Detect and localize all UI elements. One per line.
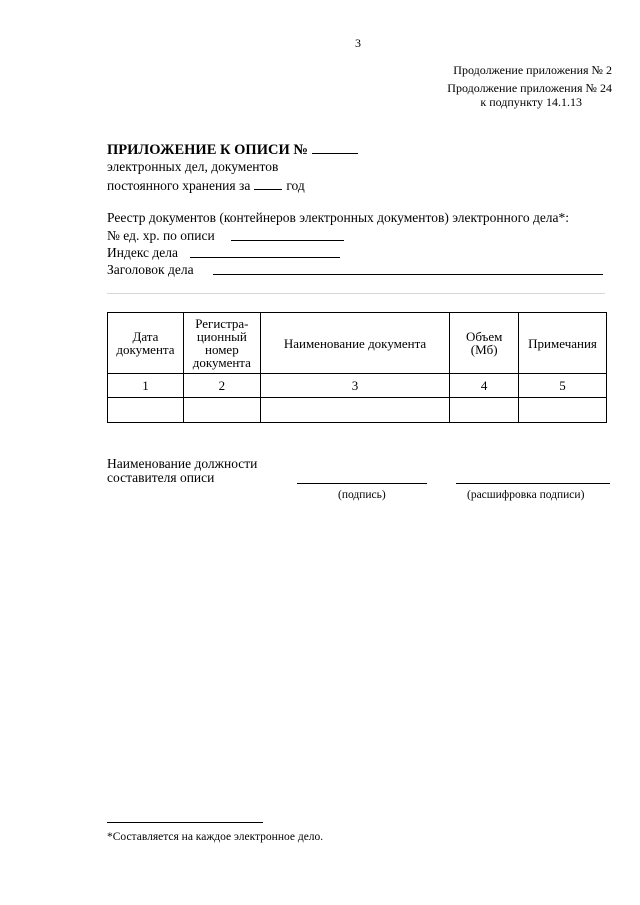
- header-reg-number: Регистра- ционный номер документа: [183, 313, 260, 374]
- document-title: [107, 141, 358, 159]
- table-cell: [108, 398, 184, 423]
- case-index-blank: [190, 257, 340, 258]
- col-number-3: 3: [260, 374, 449, 398]
- table-number-row: [108, 374, 607, 398]
- footnote-separator: [107, 822, 263, 823]
- header-line-3: к подпункту 14.1.13: [480, 95, 582, 109]
- col-number-4: 4: [450, 374, 519, 398]
- case-title-blank: [213, 274, 603, 275]
- col-number-5: 5: [519, 374, 607, 398]
- col-number-2: 2: [183, 374, 260, 398]
- title-line-2-after: год: [286, 178, 305, 193]
- title-heading: ПРИЛОЖЕНИЕ К ОПИСИ №: [107, 142, 308, 158]
- decoding-line: [456, 483, 610, 484]
- table-header-row: [108, 313, 607, 374]
- case-title-field: Заголовок дела: [107, 262, 194, 277]
- table-cell: [450, 398, 519, 423]
- case-index-field: Индекс дела: [107, 245, 179, 260]
- header-doc-name: Наименование документа: [260, 313, 449, 374]
- header-line-1: Продолжение приложения № 2: [453, 63, 612, 77]
- registry-table: [107, 312, 607, 423]
- signature-line: [297, 483, 427, 484]
- header-line-2: Продолжение приложения № 24: [447, 81, 612, 95]
- header-volume: Объем (Мб): [450, 313, 519, 374]
- page-number: 3: [355, 36, 361, 50]
- title-line-1: электронных дел, документов: [107, 159, 279, 174]
- footnote-mark: *:: [558, 210, 570, 225]
- registry-heading: [107, 210, 569, 226]
- col-number-1: 1: [108, 374, 184, 398]
- table-cell: [183, 398, 260, 423]
- unit-number-field: № ед. хр. по описи: [107, 228, 215, 243]
- table-row: [108, 398, 607, 423]
- title-line-2-before: постоянного хранения за: [107, 178, 251, 193]
- footnote: *Составляется на каждое электронное дело.: [107, 831, 324, 843]
- signature-label-line-2: составителя описи: [107, 470, 215, 485]
- title-number-blank: [312, 141, 358, 154]
- registry-heading-text: Реестр документов (контейнеров электронных документов) электронного дела: [107, 210, 559, 225]
- unit-number-blank: [231, 240, 344, 241]
- signature-caption: (подпись): [338, 489, 386, 501]
- separator-line: [107, 293, 605, 294]
- title-line-2: [107, 177, 305, 194]
- header-date: Дата документа: [108, 313, 184, 374]
- decoding-caption: (расшифровка подписи): [467, 489, 585, 501]
- signature-label: [107, 457, 257, 485]
- signature-label-line-1: Наименование должности: [107, 456, 258, 471]
- table-cell: [260, 398, 449, 423]
- header-notes: Примечания: [519, 313, 607, 374]
- table-cell: [519, 398, 607, 423]
- year-blank: [254, 177, 282, 190]
